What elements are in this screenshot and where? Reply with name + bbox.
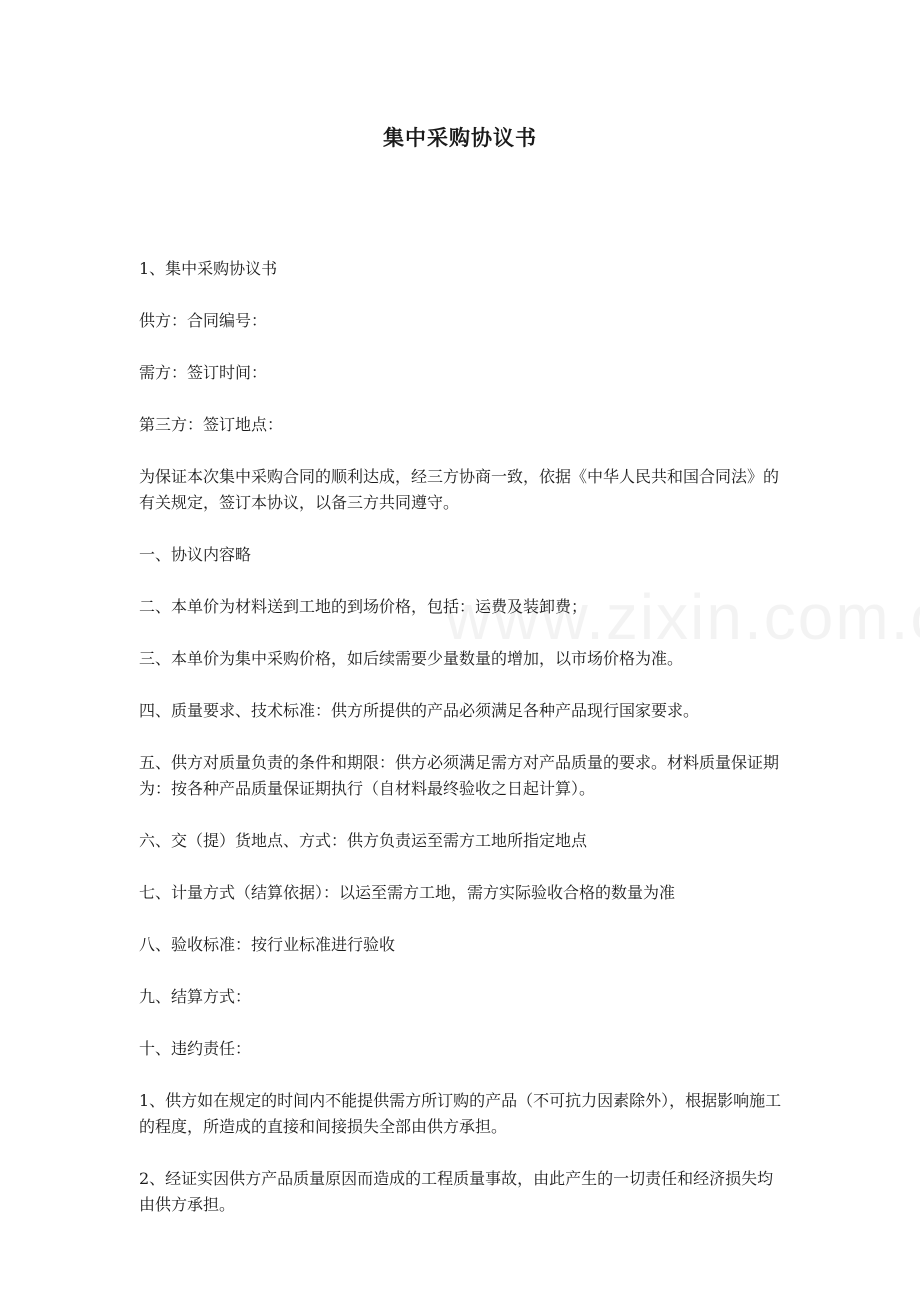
supplier-line: 供方：合同编号：	[139, 311, 268, 330]
buyer-line: 需方：签订时间：	[139, 363, 268, 382]
clause-2: 二、本单价为材料送到工地的到场价格，包括：运费及装卸费；	[139, 597, 588, 616]
clause-6: 六、交（提）货地点、方式：供方负责运至需方工地所指定地点	[139, 831, 588, 850]
clause-8: 八、验收标准：按行业标准进行验收	[139, 935, 396, 954]
clause-3: 三、本单价为集中采购价格，如后续需要少量数量的增加，以市场价格为准。	[139, 649, 684, 668]
clause-1: 一、协议内容略	[139, 545, 252, 564]
heading-agreement: 1、集中采购协议书	[139, 259, 278, 278]
clause-4: 四、质量要求、技术标准：供方所提供的产品必须满足各种产品现行国家要求。	[139, 701, 700, 720]
liability-item-2: 2、经证实因供方产品质量原因而造成的工程质量事故，由此产生的一切责任和经济损失均由供方承担。	[139, 1169, 774, 1214]
third-party-line: 第三方：签订地点：	[139, 415, 284, 434]
preamble-paragraph: 为保证本次集中采购合同的顺利达成，经三方协商一致，依据《中华人民共和国合同法》的有关规定，签订本协议，以备三方共同遵守。	[139, 467, 780, 512]
clause-5: 五、供方对质量负责的条件和期限：供方必须满足需方对产品质量的要求。材料质量保证期为：按各种产品质量保证期执行（自材料最终验收之日起计算）。	[139, 753, 780, 798]
liability-item-1: 1、供方如在规定的时间内不能提供需方所订购的产品（不可抗力因素除外），根据影响施工的程度，所造成的直接和间接损失全部由供方承担。	[139, 1091, 782, 1136]
document-body	[139, 256, 789, 1244]
clause-9: 九、结算方式：	[139, 987, 252, 1006]
clause-7: 七、计量方式（结算依据）：以运至需方工地，需方实际验收合格的数量为准	[139, 883, 676, 902]
clause-10: 十、违约责任：	[139, 1039, 252, 1058]
document-title: 集中采购协议书	[383, 126, 537, 150]
